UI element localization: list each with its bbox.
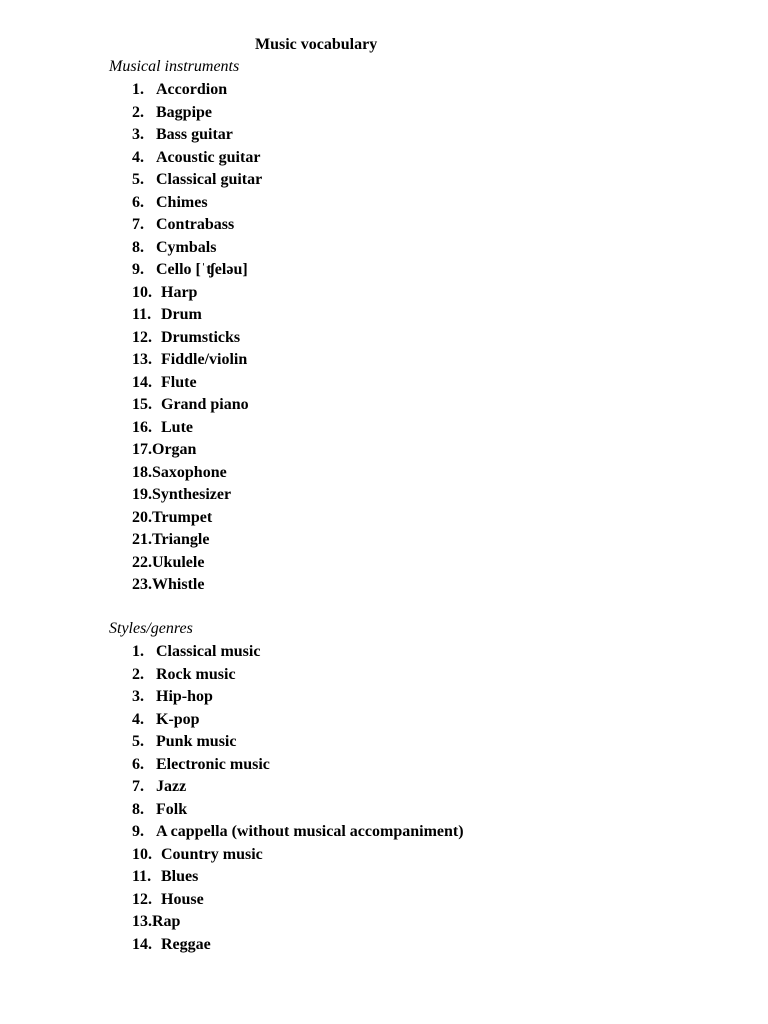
list-item-text: Bagpipe [156, 103, 213, 121]
list-item-text: House [161, 890, 204, 908]
list-item-text: Blues [161, 868, 199, 885]
list-item [132, 304, 262, 327]
list-item-text: Organ [152, 441, 197, 458]
list-item [132, 552, 262, 575]
list-item-text: Classical guitar [156, 171, 263, 188]
list-item-text: Bass guitar [156, 126, 233, 143]
list-item-number: 13. [132, 351, 152, 368]
list-item-text: Chimes [156, 193, 208, 211]
list-item-text: Trumpet [152, 508, 213, 526]
list-item-text: Jazz [156, 778, 187, 795]
list-item [132, 529, 262, 552]
list-item-number: 9. [132, 261, 144, 278]
list-item-text: A cappella (without musical accompaniment) [156, 823, 464, 840]
list-item-text: Country music [161, 845, 263, 863]
list-item [132, 731, 464, 754]
list-item-number: 17. [132, 441, 152, 458]
list-item-number: 5. [132, 733, 144, 750]
list-item [132, 147, 262, 170]
list-item-text: Drumsticks [161, 328, 241, 346]
list-item-text: Saxophone [152, 463, 227, 481]
list-item-number: 3. [132, 688, 144, 705]
list-item-text: Accordion [156, 81, 228, 98]
list-item-number: 8. [132, 800, 144, 818]
list-item-number: 11. [132, 868, 152, 885]
list-item-number: 22. [132, 553, 152, 571]
list-item-number: 14. [132, 935, 152, 953]
list-item-text: Whistle [152, 576, 205, 593]
list-item [132, 259, 262, 282]
list-item [132, 664, 464, 687]
list-item-text: Triangle [152, 531, 210, 548]
list-item-text: Rap [152, 913, 181, 930]
genres-list [132, 641, 464, 956]
list-item-text: Cymbals [156, 238, 217, 256]
list-item [132, 889, 464, 912]
list-item [132, 124, 262, 147]
list-item [132, 574, 262, 597]
list-item-number: 12. [132, 890, 152, 908]
list-item [132, 686, 464, 709]
instruments-list [132, 79, 262, 597]
list-item-number: 9. [132, 823, 144, 840]
list-item-number: 10. [132, 283, 152, 301]
list-item-text: Acoustic guitar [156, 148, 261, 166]
section-heading-genres: Styles/genres [109, 620, 193, 637]
list-item-text: Rock music [156, 665, 236, 683]
list-item-number: 12. [132, 328, 152, 346]
list-item-number: 7. [132, 216, 144, 233]
list-item-text: Grand piano [161, 396, 249, 413]
list-item-text: K-pop [156, 710, 200, 728]
list-item [132, 327, 262, 350]
section-heading-instruments: Musical instruments [109, 58, 240, 75]
list-item-number: 16. [132, 418, 152, 436]
list-item-number: 19. [132, 486, 152, 503]
list-item [132, 237, 262, 260]
list-item [132, 102, 262, 125]
list-item-text: Cello [ˈʧeləu] [156, 261, 248, 278]
list-item-number: 1. [132, 643, 144, 660]
list-item-number: 6. [132, 193, 144, 211]
page-title: Music vocabulary [255, 36, 378, 53]
list-item [132, 79, 262, 102]
list-item-number: 3. [132, 126, 144, 143]
list-item [132, 192, 262, 215]
list-item [132, 484, 262, 507]
list-item-number: 11. [132, 306, 152, 323]
list-item-text: Harp [161, 283, 198, 301]
list-item [132, 866, 464, 889]
list-item-text: Flute [161, 373, 197, 391]
list-item-text: Contrabass [156, 216, 235, 233]
list-item-number: 14. [132, 373, 152, 391]
list-item-text: Hip-hop [156, 688, 213, 705]
list-item [132, 821, 464, 844]
list-item [132, 349, 262, 372]
list-item-number: 4. [132, 710, 144, 728]
list-item-number: 5. [132, 171, 144, 188]
list-item-number: 21. [132, 531, 152, 548]
list-item [132, 462, 262, 485]
list-item [132, 754, 464, 777]
list-item-text: Classical music [156, 643, 261, 660]
list-item-text: Drum [161, 306, 202, 323]
list-item [132, 439, 262, 462]
list-item [132, 911, 464, 934]
list-item-text: Fiddle/violin [161, 351, 248, 368]
list-item-number: 10. [132, 845, 152, 863]
list-item-number: 4. [132, 148, 144, 166]
list-item-text: Punk music [156, 733, 237, 750]
list-item-number: 20. [132, 508, 152, 526]
list-item-number: 18. [132, 463, 152, 481]
list-item [132, 776, 464, 799]
list-item-number: 2. [132, 665, 144, 683]
list-item [132, 507, 262, 530]
list-item [132, 372, 262, 395]
list-item-number: 8. [132, 238, 144, 256]
list-item-number: 15. [132, 396, 152, 413]
list-item [132, 709, 464, 732]
list-item-number: 6. [132, 755, 144, 773]
list-item [132, 799, 464, 822]
list-item-number: 2. [132, 103, 144, 121]
list-item [132, 394, 262, 417]
list-item [132, 417, 262, 440]
list-item-text: Ukulele [152, 553, 205, 571]
list-item-text: Lute [161, 418, 193, 436]
list-item-text: Electronic music [156, 755, 270, 773]
list-item-text: Synthesizer [152, 486, 232, 503]
list-item-number: 1. [132, 81, 144, 98]
list-item [132, 169, 262, 192]
list-item-text: Reggae [161, 935, 211, 953]
list-item [132, 844, 464, 867]
list-item-number: 13. [132, 913, 152, 930]
list-item [132, 934, 464, 957]
list-item [132, 641, 464, 664]
list-item [132, 214, 262, 237]
list-item-text: Folk [156, 800, 188, 818]
list-item-number: 7. [132, 778, 144, 795]
list-item [132, 282, 262, 305]
list-item-number: 23. [132, 576, 152, 593]
